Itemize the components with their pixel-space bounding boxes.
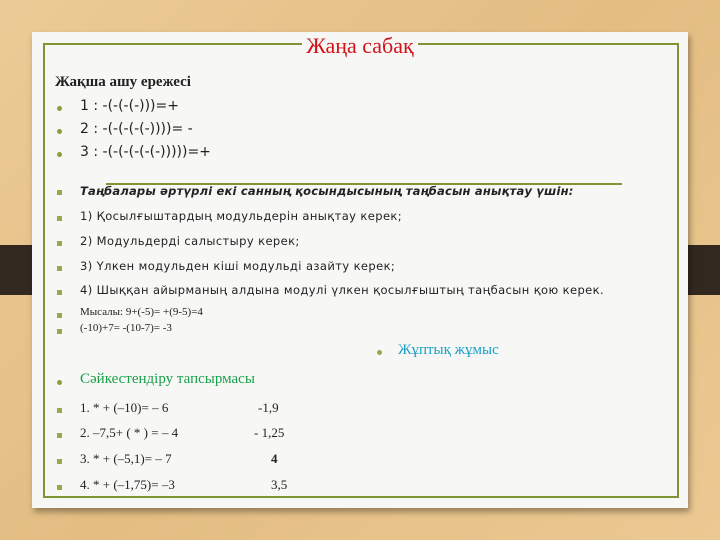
pair-work-label: Жұптық жұмыс: [398, 342, 499, 358]
bullet: [57, 380, 62, 385]
rule-item: 3 : -(-(-(-(-(-)))))=+: [80, 144, 211, 160]
step: 4) Шыққан айырманың алдына модулі үлкен қосылғыштың таңбасын қою керек.: [80, 283, 605, 297]
title-text: Жаңа сабақ: [302, 33, 417, 58]
bullet: [57, 106, 62, 111]
bullet: [57, 408, 62, 413]
bullet: [57, 433, 62, 438]
matching-task: 2. –7,5+ ( * ) = – 4: [80, 425, 179, 440]
bullet: [57, 152, 62, 157]
matching-task: 3. * + (–5,1)= – 7: [80, 451, 172, 466]
matching-answer: -1,9: [258, 400, 279, 415]
matching-task: 4. * + (–1,75)= –3: [80, 477, 175, 492]
bullet: [57, 266, 62, 271]
matching-answer: 3,5: [271, 477, 288, 492]
rule-item: 1 : -(-(-(-)))=+: [80, 98, 179, 114]
slide-title: [0, 33, 720, 59]
bullet: [57, 329, 62, 334]
rule-item: 2 : -(-(-(-(-))))= -: [80, 121, 193, 137]
matching-answer: - 1,25: [254, 425, 285, 440]
matching-task: 1. * + (–10)= – 6: [80, 400, 169, 415]
step: 1) Қосылғыштардың модульдерін анықтау керек;: [80, 209, 403, 223]
bullet: [377, 350, 382, 355]
sign-rules-heading: Таңбалары әртүрлі екі санның қосындысының таңбасын анықтау үшін:: [80, 184, 574, 198]
example: Мысалы: 9+(-5)= +(9-5)=4: [80, 306, 203, 318]
matching-answer: 4: [271, 451, 278, 466]
rules-heading: Жақша ашу ережесі: [55, 74, 191, 90]
step: 2) Модульдерді салыстыру керек;: [80, 234, 300, 248]
bullet: [57, 241, 62, 246]
step: 3) Үлкен модульден кіші модульді азайту керек;: [80, 259, 396, 273]
bullet: [57, 485, 62, 490]
bullet: [57, 459, 62, 464]
bullet: [57, 290, 62, 295]
bullet: [57, 129, 62, 134]
bullet: [57, 190, 62, 195]
example: (-10)+7= -(10-7)= -3: [80, 322, 172, 334]
matching-heading: Сәйкестендіру тапсырмасы: [80, 371, 255, 387]
bullet: [57, 313, 62, 318]
bullet: [57, 216, 62, 221]
